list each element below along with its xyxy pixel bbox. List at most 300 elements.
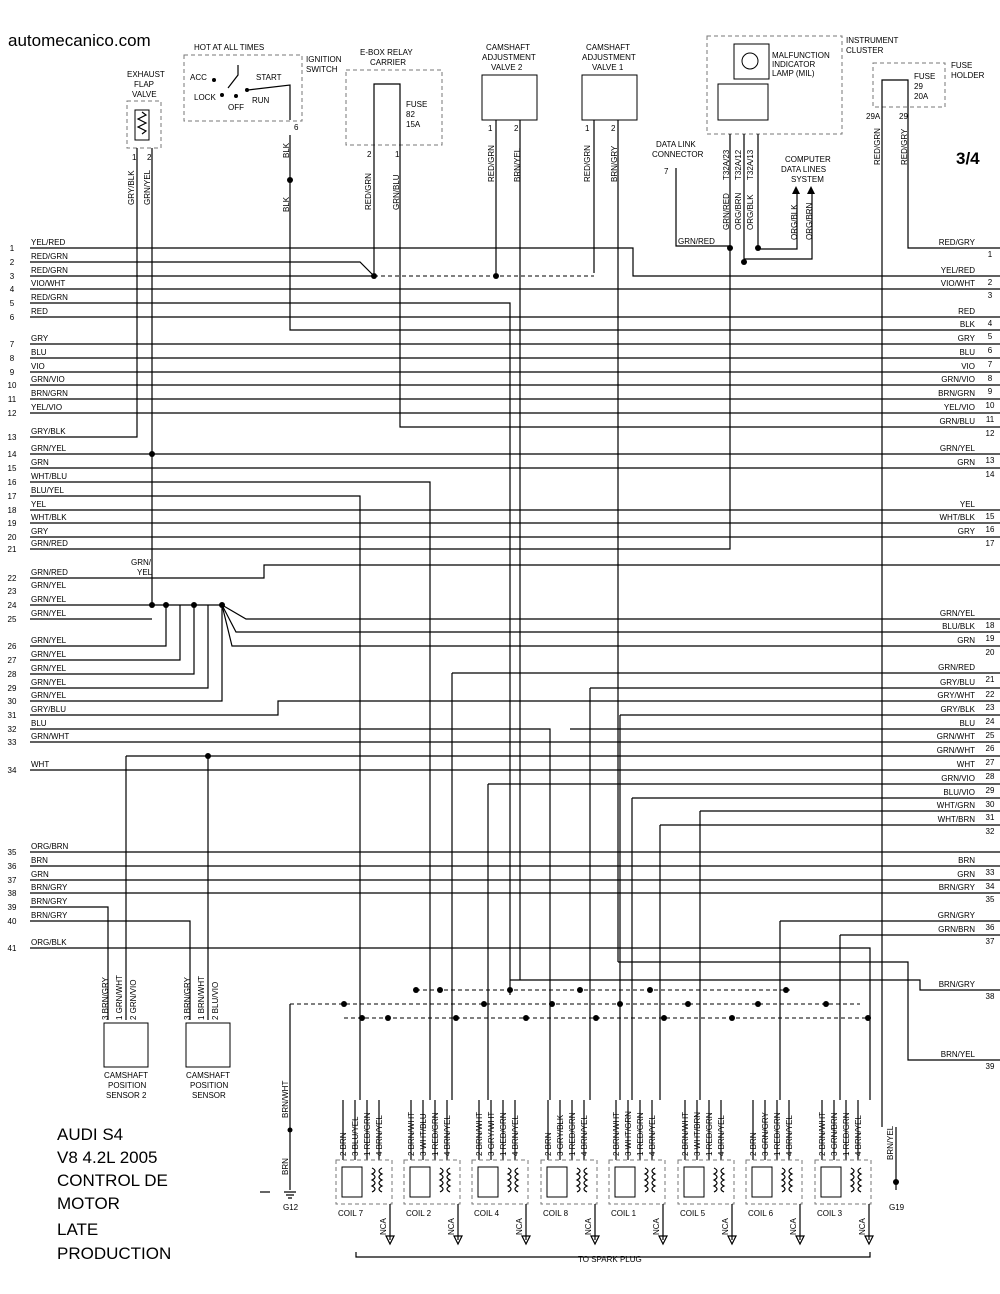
- left-row-number: 2: [9, 258, 15, 267]
- left-wire-color: GRN/YEL: [31, 678, 67, 687]
- left-wire-color: GRN/RED: [31, 568, 68, 577]
- svg-text:E-BOX RELAY: E-BOX RELAY: [360, 48, 413, 57]
- left-row-number: 4: [9, 285, 15, 294]
- left-row-number: 16: [7, 478, 17, 487]
- svg-text:FUSE: FUSE: [914, 72, 936, 81]
- svg-text:6: 6: [294, 123, 299, 132]
- right-wire-color: GRN: [957, 458, 975, 467]
- right-wire-color: GRN/BLU: [939, 417, 975, 426]
- coil-pin-label: 2 BRN/WHT: [818, 1112, 827, 1156]
- coil-pin-label: 1 RED/GRN: [636, 1112, 645, 1156]
- coil-pin-label: 4 BRN/YEL: [717, 1115, 726, 1156]
- left-row-number: 3: [9, 272, 15, 281]
- left-wire-color: BLU/YEL: [31, 486, 64, 495]
- coil-winding: [440, 1168, 450, 1192]
- title-line-1: AUDI S4: [57, 1125, 124, 1144]
- left-row-number: 28: [7, 670, 17, 679]
- to-spark-plug-label: TO SPARK PLUG: [578, 1255, 642, 1264]
- coil-pin-label: 3 GRN/GRY: [761, 1112, 770, 1156]
- right-row-number: 31: [985, 813, 995, 822]
- svg-text:ORG/BLK: ORG/BLK: [746, 194, 755, 230]
- svg-text:RED/GRN: RED/GRN: [873, 128, 882, 165]
- left-wire-color: GRY/BLK: [31, 427, 66, 436]
- svg-text:MALFUNCTION: MALFUNCTION: [772, 51, 830, 60]
- left-row-number: 34: [7, 766, 17, 775]
- data-link-connector: [652, 140, 715, 246]
- right-row-number: 29: [985, 786, 995, 795]
- svg-text:SWITCH: SWITCH: [306, 65, 338, 74]
- left-wire-color: YEL/VIO: [31, 403, 63, 412]
- coil-name: COIL 1: [611, 1209, 637, 1218]
- coil-pin-label: 4 BRN/YEL: [785, 1115, 794, 1156]
- svg-text:POSITION: POSITION: [190, 1081, 229, 1090]
- site-title: automecanico.com: [8, 31, 151, 50]
- ebox-relay-carrier: [346, 48, 442, 210]
- camshaft-position-sensor-2: [101, 975, 148, 1100]
- left-row-number: 24: [7, 601, 17, 610]
- left-wire-color: BLU: [31, 348, 47, 357]
- left-wire-color: BRN/GRY: [31, 897, 68, 906]
- coil-nca-label: NCA: [789, 1218, 798, 1235]
- svg-text:RED/GRY: RED/GRY: [900, 128, 909, 165]
- coil-pin-label: 2 BRN: [339, 1132, 348, 1156]
- right-wire-color: YEL: [959, 500, 975, 509]
- left-row-number: 29: [7, 684, 17, 693]
- right-row-number: 16: [985, 525, 995, 534]
- right-wire-color: BRN: [958, 856, 975, 865]
- left-row-number: 10: [7, 381, 17, 390]
- right-row-number: 10: [985, 401, 995, 410]
- svg-text:DATA LINES: DATA LINES: [781, 165, 827, 174]
- title-line-2: V8 4.2L 2005: [57, 1148, 158, 1167]
- right-wire-color: GRN/WHT: [936, 732, 975, 741]
- svg-text:FUSE: FUSE: [406, 100, 428, 109]
- right-wire-color: GRY: [957, 527, 975, 536]
- right-wire-color: BLK: [959, 320, 975, 329]
- svg-text:VALVE 2: VALVE 2: [491, 63, 523, 72]
- svg-text:SYSTEM: SYSTEM: [791, 175, 824, 184]
- left-row-number: 14: [7, 450, 17, 459]
- svg-text:29A: 29A: [866, 112, 881, 121]
- right-wire-color: BRN/GRN: [938, 389, 975, 398]
- right-row-number: 20: [985, 648, 995, 657]
- left-wire-color: GRN/RED: [31, 539, 68, 548]
- right-wire-color: YEL/RED: [940, 266, 975, 275]
- coil-driver: [752, 1167, 772, 1197]
- svg-text:2 GRN/VIO: 2 GRN/VIO: [129, 979, 138, 1020]
- svg-text:GRN/YEL: GRN/YEL: [143, 169, 152, 205]
- left-row-number: 7: [9, 340, 15, 349]
- left-row-number: 8: [9, 354, 15, 363]
- right-wire-color: GRN/VIO: [941, 774, 975, 783]
- right-wire-color: RED/GRY: [938, 238, 975, 247]
- svg-text:29: 29: [899, 112, 908, 121]
- left-wire-color: GRY/BLU: [31, 705, 66, 714]
- right-row-number: 3: [987, 291, 993, 300]
- right-row-number: 21: [985, 675, 995, 684]
- right-row-number: 39: [985, 1062, 995, 1071]
- left-row-number: 41: [7, 944, 17, 953]
- svg-text:RUN: RUN: [252, 96, 270, 105]
- coil-pin-label: 3 GRY/BLK: [556, 1114, 565, 1156]
- right-row-number: 15: [985, 512, 995, 521]
- svg-text:IGNITION: IGNITION: [306, 55, 342, 64]
- coil: [336, 1100, 394, 1244]
- svg-text:GRN/RED: GRN/RED: [678, 237, 715, 246]
- left-wire-color: GRN/YEL: [31, 444, 67, 453]
- computer-data-lines: [781, 155, 831, 240]
- svg-text:82: 82: [406, 110, 415, 119]
- right-wire-color: WHT/BRN: [937, 815, 975, 824]
- right-row-number: 26: [985, 744, 995, 753]
- coil-winding: [782, 1168, 792, 1192]
- svg-text:SENSOR 2: SENSOR 2: [106, 1091, 147, 1100]
- left-row-number: 12: [7, 409, 17, 418]
- right-row-number: 35: [985, 895, 995, 904]
- left-row-number: 38: [7, 889, 17, 898]
- camshaft-position-sensor: [183, 976, 230, 1100]
- left-wire-color: ORG/BRN: [31, 842, 69, 851]
- svg-text:1 BRN/WHT: 1 BRN/WHT: [197, 976, 206, 1020]
- left-row-number: 6: [9, 313, 15, 322]
- coil-nca-label: NCA: [652, 1218, 661, 1235]
- svg-text:LAMP (MIL): LAMP (MIL): [772, 69, 815, 78]
- coil-nca-label: NCA: [515, 1218, 524, 1235]
- right-wire-color: WHT/BLK: [939, 513, 975, 522]
- right-wire-color: BRN/GRY: [938, 980, 975, 989]
- svg-text:COMPUTER: COMPUTER: [785, 155, 831, 164]
- svg-text:ORG/BRN: ORG/BRN: [805, 202, 814, 240]
- svg-text:INSTRUMENT: INSTRUMENT: [846, 36, 899, 45]
- title-line-6: PRODUCTION: [57, 1244, 172, 1263]
- left-row-number: 26: [7, 642, 17, 651]
- svg-text:BRN/GRY: BRN/GRY: [610, 145, 619, 182]
- right-wire-color: VIO: [961, 362, 975, 371]
- coil-pin-label: 2 BRN/WHT: [475, 1112, 484, 1156]
- coil-winding: [714, 1168, 724, 1192]
- coil: [746, 1100, 804, 1244]
- right-wire-color: GRN/VIO: [941, 375, 975, 384]
- svg-text:3 BRN/GRY: 3 BRN/GRY: [101, 977, 110, 1020]
- coil-pin-label: 2 BRN: [544, 1132, 553, 1156]
- right-row-number: 18: [985, 621, 995, 630]
- left-wire-color: GRN/VIO: [31, 375, 65, 384]
- right-wire-color: GRY/BLU: [940, 678, 975, 687]
- svg-text:7: 7: [664, 167, 669, 176]
- right-row-number: 2: [987, 278, 993, 287]
- right-wire-color: GRY/BLK: [940, 705, 975, 714]
- coil: [472, 1100, 530, 1244]
- left-wire-color: GRN/WHT: [31, 732, 70, 741]
- left-wire-color: BRN/GRN: [31, 389, 68, 398]
- svg-text:RED/GRN: RED/GRN: [487, 145, 496, 182]
- svg-text:29: 29: [914, 82, 923, 91]
- left-wire-color: RED/GRN: [31, 293, 68, 302]
- title-block: [57, 1125, 171, 1263]
- svg-text:POSITION: POSITION: [108, 1081, 147, 1090]
- svg-text:G19: G19: [889, 1203, 905, 1212]
- coil-pin-label: 1 RED/GRN: [773, 1112, 782, 1156]
- right-wire-color: GRN/GRY: [937, 911, 975, 920]
- svg-text:INDICATOR: INDICATOR: [772, 60, 816, 69]
- svg-text:GRY/BLK: GRY/BLK: [127, 170, 136, 205]
- coil-pin-label: 1 RED/GRN: [842, 1112, 851, 1156]
- right-wire-labels: [937, 238, 995, 1071]
- right-wire-color: BLU: [959, 348, 975, 357]
- coil-pin-label: 2 BRN: [749, 1132, 758, 1156]
- left-wire-color: GRN/YEL: [31, 664, 67, 673]
- left-wire-labels: [8, 238, 70, 953]
- left-wire-color: ORG/BLK: [31, 938, 67, 947]
- svg-text:CAMSHAFT: CAMSHAFT: [586, 43, 630, 52]
- coil: [678, 1100, 736, 1244]
- left-row-number: 17: [7, 492, 17, 501]
- svg-text:LOCK: LOCK: [194, 93, 216, 102]
- left-row-number: 19: [7, 519, 17, 528]
- coil-nca-label: NCA: [858, 1218, 867, 1235]
- right-wire-color: GRN/RED: [938, 663, 975, 672]
- coil-winding: [577, 1168, 587, 1192]
- right-row-number: 4: [987, 319, 993, 328]
- svg-text:BRN: BRN: [281, 1158, 290, 1175]
- left-wire-color: YEL: [31, 500, 47, 509]
- left-row-number: 9: [9, 368, 15, 377]
- svg-text:OFF: OFF: [228, 103, 244, 112]
- svg-text:RED/GRN: RED/GRN: [364, 173, 373, 210]
- coil-nca-label: NCA: [447, 1218, 456, 1235]
- right-row-number: 36: [985, 923, 995, 932]
- svg-text:T32A/23: T32A/23: [722, 149, 731, 180]
- left-wire-color: WHT/BLK: [31, 513, 67, 522]
- right-row-number: 28: [985, 772, 995, 781]
- left-wire-color: VIO: [31, 362, 45, 371]
- left-row-number: 1: [9, 244, 15, 253]
- svg-text:VALVE: VALVE: [132, 90, 157, 99]
- svg-text:T32A/12: T32A/12: [734, 149, 743, 180]
- svg-text:1: 1: [585, 124, 590, 133]
- left-wire-color: GRN/YEL: [31, 636, 67, 645]
- svg-text:1 GRN/WHT: 1 GRN/WHT: [115, 975, 124, 1020]
- coil-pin-label: 2 BRN/WHT: [681, 1112, 690, 1156]
- left-wire-color: GRN/YEL: [31, 650, 67, 659]
- coil-pin-label: 2 BRN/WHT: [407, 1112, 416, 1156]
- coil-pin-label: 1 RED/GRN: [568, 1112, 577, 1156]
- coil-pin-label: 3 BLU/YEL: [351, 1116, 360, 1156]
- left-row-number: 36: [7, 862, 17, 871]
- camshaft-valve-2: [482, 43, 537, 182]
- coil-winding: [645, 1168, 655, 1192]
- left-row-number: 27: [7, 656, 17, 665]
- svg-text:CLUSTER: CLUSTER: [846, 46, 884, 55]
- svg-text:CAMSHAFT: CAMSHAFT: [104, 1071, 148, 1080]
- right-wire-color: BLU: [959, 719, 975, 728]
- svg-text:BRN/YEL: BRN/YEL: [513, 147, 522, 182]
- right-wire-color: BLU/VIO: [943, 788, 975, 797]
- svg-text:BLK: BLK: [282, 142, 291, 158]
- left-wire-color: RED/GRN: [31, 266, 68, 275]
- wire-paths: [30, 120, 1000, 1192]
- coil-driver: [478, 1167, 498, 1197]
- right-row-number: 7: [987, 360, 993, 369]
- coil-pin-label: 1 RED/GRN: [499, 1112, 508, 1156]
- left-wire-color: GRN/YEL: [31, 691, 67, 700]
- left-row-number: 20: [7, 533, 17, 542]
- svg-text:BLK: BLK: [282, 196, 291, 212]
- right-wire-color: GRN/BRN: [938, 925, 975, 934]
- coil: [404, 1100, 462, 1244]
- left-row-number: 15: [7, 464, 17, 473]
- coil: [541, 1100, 599, 1244]
- svg-text:ORG/BLK: ORG/BLK: [790, 204, 799, 240]
- coil-pin-label: 4 BRN/YEL: [854, 1115, 863, 1156]
- coil-driver: [615, 1167, 635, 1197]
- ground-g19: [886, 1125, 905, 1212]
- right-wire-color: GRN: [957, 636, 975, 645]
- svg-text:HOT AT ALL TIMES: HOT AT ALL TIMES: [194, 43, 265, 52]
- svg-text:CARRIER: CARRIER: [370, 58, 407, 67]
- left-wire-color: RED/GRN: [31, 252, 68, 261]
- svg-text:ORG/BRN: ORG/BRN: [734, 192, 743, 230]
- svg-text:2: 2: [611, 124, 616, 133]
- svg-text:VALVE 1: VALVE 1: [592, 63, 624, 72]
- left-wire-color: WHT/BLU: [31, 472, 67, 481]
- coil-name: COIL 6: [748, 1209, 774, 1218]
- left-row-number: 11: [7, 395, 17, 404]
- coil-pin-label: 4 BRN/YEL: [443, 1115, 452, 1156]
- left-row-number: 18: [7, 506, 17, 515]
- left-wire-color: GRN/YEL: [31, 581, 67, 590]
- coil-driver: [342, 1167, 362, 1197]
- left-wire-color: GRN/YEL: [31, 609, 67, 618]
- coil-driver: [684, 1167, 704, 1197]
- svg-text:EXHAUST: EXHAUST: [127, 70, 165, 79]
- right-row-number: 5: [987, 332, 993, 341]
- svg-text:CAMSHAFT: CAMSHAFT: [186, 1071, 230, 1080]
- ignition-coils: [336, 1100, 873, 1244]
- coil-pin-label: 1 RED/GRN: [363, 1112, 372, 1156]
- svg-text:G12: G12: [283, 1203, 299, 1212]
- right-row-number: 6: [987, 346, 993, 355]
- left-row-number: 13: [7, 433, 17, 442]
- right-row-number: 9: [987, 387, 993, 396]
- coil: [815, 1100, 873, 1244]
- left-row-number: 25: [7, 615, 17, 624]
- left-row-number: 35: [7, 848, 17, 857]
- title-line-3: CONTROL DE: [57, 1171, 168, 1190]
- right-row-number: 34: [985, 882, 995, 891]
- coil-driver: [547, 1167, 567, 1197]
- svg-text:1: 1: [132, 153, 137, 162]
- left-wire-color: GRY: [31, 334, 49, 343]
- page-number: 3/4: [956, 149, 980, 168]
- title-line-4: MOTOR: [57, 1194, 120, 1213]
- coil-nca-label: NCA: [721, 1218, 730, 1235]
- left-wire-color: GRN/YEL: [31, 595, 67, 604]
- coil-pin-label: 3 WHT/GRN: [624, 1111, 633, 1156]
- right-wire-color: GRN: [957, 870, 975, 879]
- coil-name: COIL 7: [338, 1209, 364, 1218]
- left-row-number: 23: [7, 587, 17, 596]
- svg-text:GRN/BLU: GRN/BLU: [392, 174, 401, 210]
- svg-text:ADJUSTMENT: ADJUSTMENT: [582, 53, 636, 62]
- right-row-number: 25: [985, 731, 995, 740]
- left-wire-color: BLU: [31, 719, 47, 728]
- svg-text:2: 2: [367, 150, 372, 159]
- svg-text:1: 1: [395, 150, 400, 159]
- left-row-number: 5: [9, 299, 15, 308]
- coil-nca-label: NCA: [584, 1218, 593, 1235]
- coil-pin-label: 3 GRY/WHT: [487, 1111, 496, 1156]
- right-row-number: 27: [985, 758, 995, 767]
- coil-driver: [410, 1167, 430, 1197]
- left-row-number: 37: [7, 876, 17, 885]
- svg-text:1: 1: [488, 124, 493, 133]
- svg-text:CONNECTOR: CONNECTOR: [652, 150, 704, 159]
- coil-pin-label: 3 WHT/BLU: [419, 1113, 428, 1156]
- coil-name: COIL 4: [474, 1209, 500, 1218]
- left-wire-color: VIO/WHT: [31, 279, 66, 288]
- right-wire-color: GRY: [957, 334, 975, 343]
- left-wire-color: BRN/GRY: [31, 911, 68, 920]
- right-row-number: 38: [985, 992, 995, 1001]
- right-wire-color: GRN/YEL: [939, 444, 975, 453]
- left-wire-color: GRN: [31, 870, 49, 879]
- svg-text:2: 2: [514, 124, 519, 133]
- right-row-number: 12: [985, 429, 995, 438]
- right-row-number: 13: [985, 456, 995, 465]
- coil-name: COIL 8: [543, 1209, 569, 1218]
- right-row-number: 22: [985, 690, 995, 699]
- coil-winding: [372, 1168, 382, 1192]
- right-row-number: 37: [985, 937, 995, 946]
- svg-text:DATA LINK: DATA LINK: [656, 140, 696, 149]
- left-wire-color: GRY: [31, 527, 49, 536]
- svg-text:2 BLU/VIO: 2 BLU/VIO: [211, 981, 220, 1020]
- left-wire-color: BRN/GRY: [31, 883, 68, 892]
- right-wire-color: VIO/WHT: [940, 279, 975, 288]
- exhaust-flap-valve: [127, 70, 165, 205]
- right-row-number: 14: [985, 470, 995, 479]
- left-wire-color: BRN: [31, 856, 48, 865]
- left-row-number: 22: [7, 574, 17, 583]
- right-wire-color: YEL/VIO: [943, 403, 975, 412]
- coil-name: COIL 3: [817, 1209, 843, 1218]
- svg-text:BRN/WHT: BRN/WHT: [281, 1080, 290, 1118]
- right-wire-color: GRY/WHT: [937, 691, 975, 700]
- coil-pin-label: 3 GRN/BRN: [830, 1112, 839, 1156]
- coil-pin-label: 4 BRN/YEL: [511, 1115, 520, 1156]
- coil-pin-label: 2 BRN/WHT: [612, 1112, 621, 1156]
- coil-name: COIL 2: [406, 1209, 432, 1218]
- title-line-5: LATE: [57, 1220, 99, 1239]
- svg-text:20A: 20A: [914, 92, 929, 101]
- svg-text:2: 2: [147, 153, 152, 162]
- right-row-number: 19: [985, 634, 995, 643]
- left-wire-color: WHT: [31, 760, 50, 769]
- svg-text:SENSOR: SENSOR: [192, 1091, 226, 1100]
- coil: [609, 1100, 667, 1244]
- coil-pin-label: 1 RED/GRN: [705, 1112, 714, 1156]
- right-row-number: 30: [985, 800, 995, 809]
- svg-text:15A: 15A: [406, 120, 421, 129]
- svg-text:GRN/RED: GRN/RED: [722, 193, 731, 230]
- right-wire-color: BRN/GRY: [938, 883, 975, 892]
- svg-text:3 BRN/GRY: 3 BRN/GRY: [183, 977, 192, 1020]
- grn-yel-split-label-1: GRN/: [131, 558, 151, 567]
- right-wire-color: BRN/YEL: [940, 1050, 975, 1059]
- coil-pin-label: 4 BRN/YEL: [648, 1115, 657, 1156]
- coil-pin-label: 3 WHT/BRN: [693, 1112, 702, 1156]
